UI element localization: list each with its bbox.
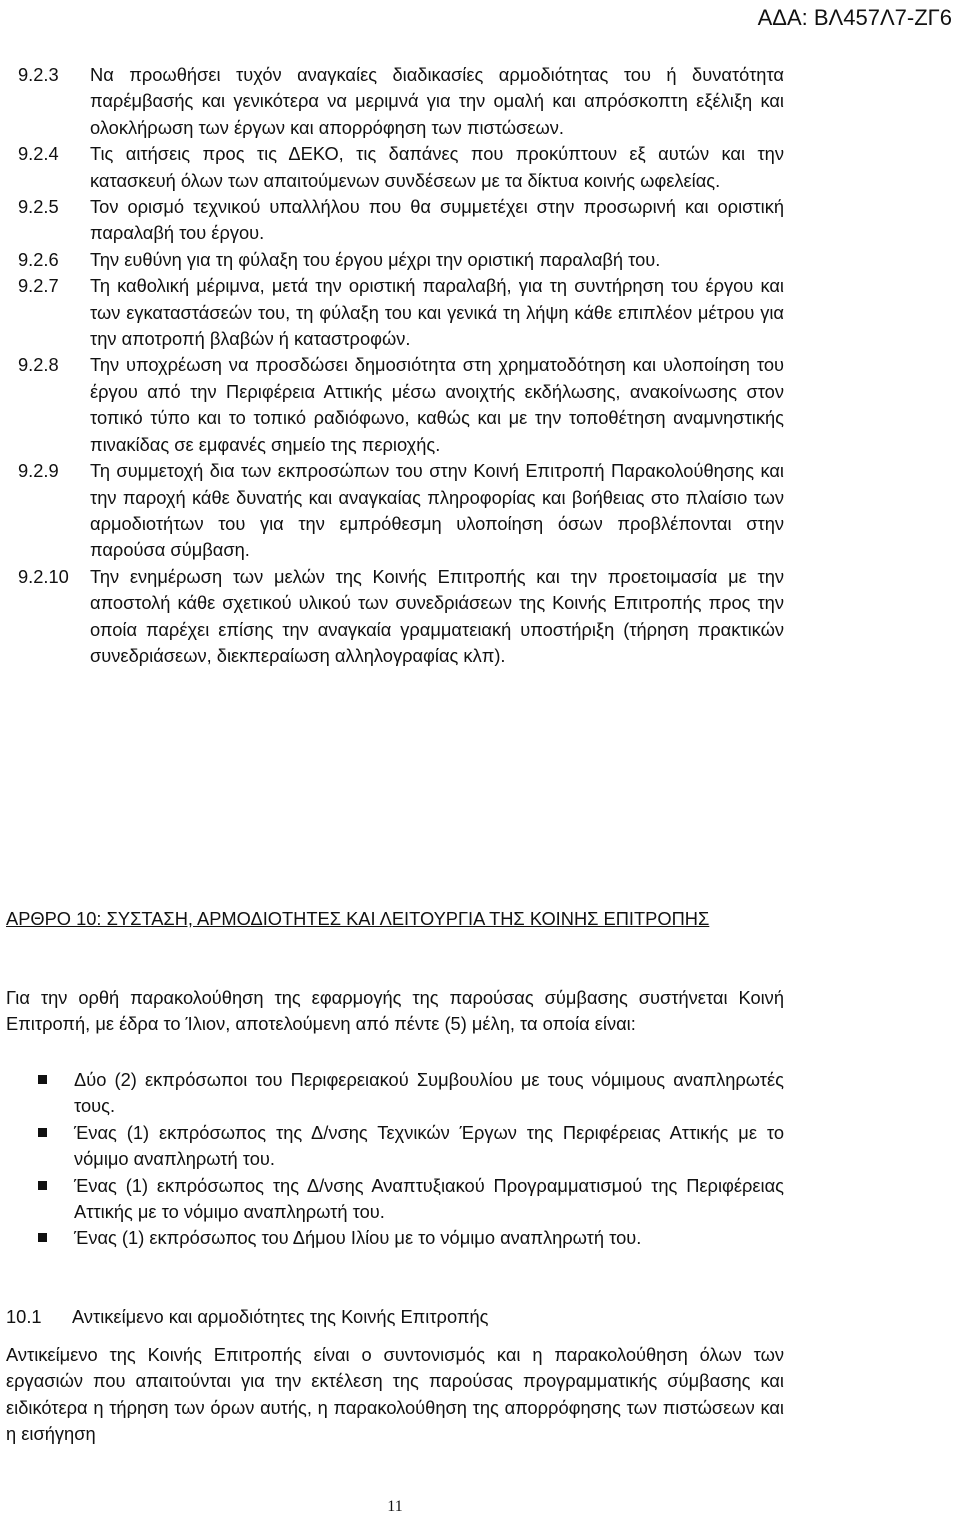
bullet-square-icon bbox=[36, 1067, 74, 1120]
bullet-square-icon bbox=[36, 1225, 74, 1251]
list-item bbox=[18, 564, 784, 670]
document-code: ΑΔΑ: ΒΛ457Λ7-ΖΓ6 bbox=[757, 5, 952, 30]
list-item bbox=[18, 62, 784, 141]
list-item bbox=[18, 458, 784, 564]
member-text: Ένας (1) εκπρόσωπος της Δ/νσης Τεχνικών Έργων της Περιφέρειας Αττικής με το νόμιμο αναπληρωτή του. bbox=[74, 1121, 784, 1170]
page-number: 11 bbox=[387, 1498, 403, 1515]
subsection-title: Αντικείμενο και αρμοδιότητες της Κοινής Επιτροπής bbox=[72, 1306, 489, 1327]
item-text: Την ευθύνη για τη φύλαξη του έργου μέχρι την οριστική παραλαβή του. bbox=[90, 248, 661, 270]
list-item bbox=[36, 1225, 784, 1251]
list-item bbox=[36, 1173, 784, 1226]
list-item bbox=[18, 352, 784, 458]
item-number: 9.2.5 bbox=[18, 196, 59, 218]
item-number: 9.2.9 bbox=[18, 460, 59, 482]
member-text: Ένας (1) εκπρόσωπος του Δήμου Ιλίου με το νόμιμο αναπληρωτή του. bbox=[74, 1227, 642, 1249]
member-text: Ένας (1) εκπρόσωπος της Δ/νσης Αναπτυξιακού Προγραμματισμού της Περιφέρειας Αττικής με το νόμιμο αναπληρωτή του. bbox=[74, 1174, 784, 1223]
member-text: Δύο (2) εκπρόσωποι του Περιφερειακού Συμβουλίου με τους νόμιμους αναπληρωτές τους. bbox=[74, 1069, 784, 1117]
list-item bbox=[36, 1120, 784, 1173]
item-number: 9.2.8 bbox=[18, 354, 59, 376]
list-item bbox=[18, 194, 784, 247]
item-text: Τη συμμετοχή δια των εκπροσώπων του στην Κοινή Επιτροπή Παρακολούθησης και την παροχή κάθε δυνατής και αναγκαίας πληροφορίας και βοήθειας στο πλαίσιο των αρμοδιοτήτων του για την εμπρόθεσμη υλοποίηση όσων προβλέπονται στην παρούσα σύμβαση. bbox=[90, 460, 784, 561]
list-item bbox=[18, 247, 784, 273]
subsection-heading bbox=[6, 1304, 784, 1330]
item-text: Την υποχρέωση να προσδώσει δημοσιότητα στη χρηματοδότηση και υλοποίηση του έργου από την Περιφέρεια Αττικής μέσω ανοιχτής εκδήλωσης, ανακοίνωσης στον τοπικό τύπο και το τοπικό ραδιόφωνο, καθώς και με την τοποθέτηση αναμνηστικής πινακίδας σε εμφανές σημείο της περιοχής. bbox=[90, 354, 784, 455]
item-text: Την ενημέρωση των μελών της Κοινής Επιτροπής και την προετοιμασία με την αποστολή κάθε σχετικού υλικού των συνεδριάσεων της Κοινής Επιτροπής προς την οποία παρέχει επίσης την αναγκαία γραμματειακή υποστήριξη (τήρηση πρακτικών συνεδριάσεων, διεκπεραίωση αλληλογραφίας κλπ). bbox=[90, 565, 784, 666]
list-item bbox=[36, 1067, 784, 1120]
item-text: Τις αιτήσεις προς τις ΔΕΚΟ, τις δαπάνες που προκύπτουν εξ αυτών και την κατασκευή όλων των απαιτούμενων συνδέσεων με τα δίκτυα κοινής ωφελείας. bbox=[90, 143, 784, 191]
committee-members-list bbox=[36, 1067, 784, 1252]
list-item bbox=[18, 273, 784, 352]
list-item bbox=[18, 141, 784, 194]
item-number: 9.2.7 bbox=[18, 275, 59, 297]
item-number: 9.2.4 bbox=[18, 143, 59, 165]
obligations-list bbox=[18, 62, 784, 669]
item-number: 9.2.10 bbox=[18, 565, 69, 587]
article-intro: Για την ορθή παρακολούθηση της εφαρμογής της παρούσας σύμβασης συστήνεται Κοινή Επιτροπή, με έδρα το Ίλιον, αποτελούμενη από πέντε (5) μέλη, τα οποία είναι: bbox=[6, 987, 784, 1035]
subsection-text: Αντικείμενο της Κοινής Επιτροπής είναι ο συντονισμός και η παρακολούθηση όλων των εργασιών που απαιτούνται για την εκτέλεση της παρούσας προγραμματικής σύμβασης και ειδικότερα η τήρηση των όρων αυτής, η παρακολούθηση της απορρόφησης των πιστώσεων και η εισήγηση bbox=[6, 1344, 784, 1445]
item-number: 9.2.6 bbox=[18, 248, 59, 270]
subsection-number: 10.1 bbox=[6, 1306, 42, 1327]
bullet-square-icon bbox=[36, 1120, 74, 1173]
item-text: Τη καθολική μέριμνα, μετά την οριστική παραλαβή, για τη συντήρηση του έργου και των εγκαταστάσεών του, τη φύλαξη του και γενικά τη λήψη κάθε επιπλέον μέτρου για την αποτροπή βλαβών ή καταστροφών. bbox=[90, 275, 784, 350]
item-text: Να προωθήσει τυχόν αναγκαίες διαδικασίες αρμοδιότητας του ή δυνατότητα παρέμβασής και γενικότερα να μεριμνά για την ομαλή και απρόσκοπτη εξέλιξη και ολοκλήρωση των έργων και απορρόφηση των πιστώσεων. bbox=[90, 64, 784, 138]
item-text: Τον ορισμό τεχνικού υπαλλήλου που θα συμμετέχει στην προσωρινή και οριστική παραλαβή του έργου. bbox=[90, 196, 784, 244]
item-number: 9.2.3 bbox=[18, 64, 59, 85]
bullet-square-icon bbox=[36, 1173, 74, 1226]
article-heading: ΑΡΘΡΟ 10: ΣΥΣΤΑΣΗ, ΑΡΜΟΔΙΟΤΗΤΕΣ ΚΑΙ ΛΕΙΤΟΥΡΓΙΑ ΤΗΣ ΚΟΙΝΗΣ ΕΠΙΤΡΟΠΗΣ bbox=[6, 908, 710, 929]
